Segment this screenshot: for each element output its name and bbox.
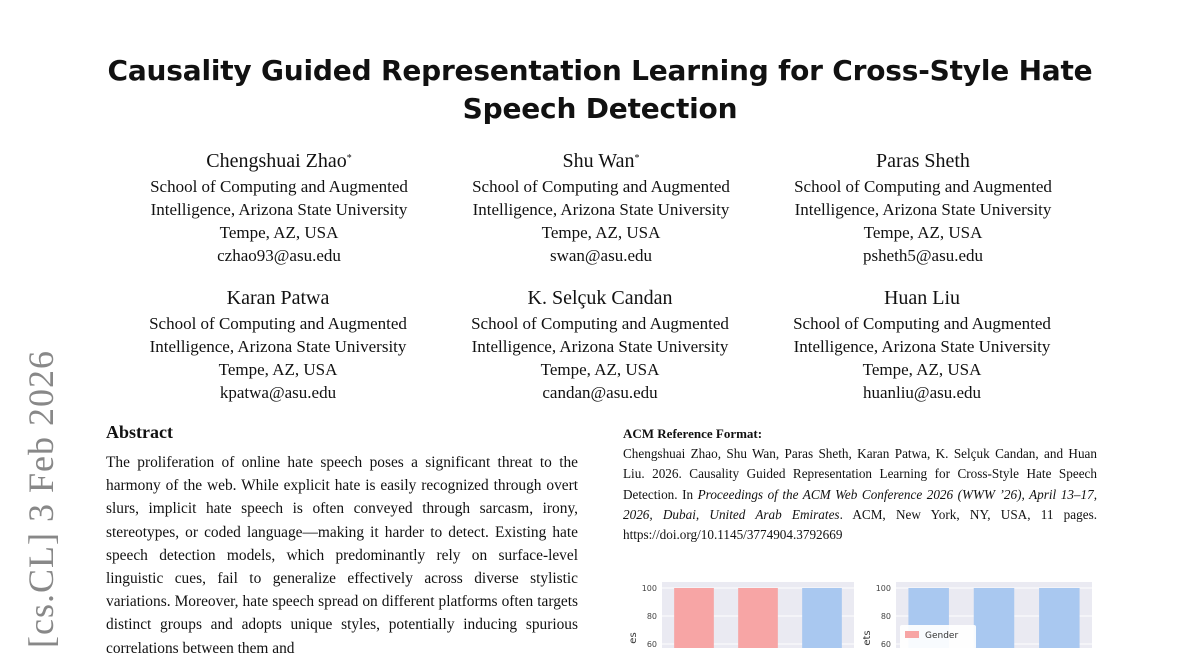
author-block bbox=[119, 148, 439, 267]
author-name: Chengshuai Zhao bbox=[206, 150, 347, 172]
author-name: Karan Patwa bbox=[226, 287, 330, 309]
y-tick-label: 100 bbox=[641, 584, 657, 593]
author-affiliation: School of Computing and Augmented bbox=[471, 314, 729, 333]
author-location: Tempe, AZ, USA bbox=[863, 223, 983, 242]
y-tick-label: 60 bbox=[646, 640, 657, 648]
acm-reference-publisher: . ACM, New York, NY, USA, 11 pages. https://doi.org/10.1145/3774904.3792669 bbox=[623, 506, 1097, 543]
author-affiliation: School of Computing and Augmented bbox=[149, 314, 407, 333]
y-axis-label: es bbox=[628, 632, 639, 644]
author-location: Tempe, AZ, USA bbox=[541, 223, 661, 242]
author-block bbox=[762, 285, 1082, 404]
acm-reference-authors: Chengshuai Zhao, Shu Wan, Paras Sheth, Karan Patwa, K. Selçuk Candan, and Huan Liu. 2026. Causality Guided Representation Learning for Cross-Style Hate Speech Detection. In bbox=[623, 446, 1097, 502]
author-block bbox=[441, 148, 761, 267]
author-name: Huan Liu bbox=[883, 287, 961, 309]
author-email: candan@asu.edu bbox=[542, 383, 658, 402]
author-affiliation: School of Computing and Augmented bbox=[472, 177, 730, 196]
abstract-text: The proliferation of online hate speech poses a significant threat to the harmony of the web. While explicit hate is easily recognized through overt slurs, implicit hate speech is often conveyed through sarcasm, irony, stereotypes, or coded language—making it harder to detect. Existing hate speech detection models, which predominantly rely on surface-level linguistic cues, fail to generalize effectively across diverse stylistic variations. Moreover, hate speech spread on different platforms often targets distinct groups and adopts unique styles, potentially inducing spurious correlations between them and bbox=[106, 454, 578, 657]
author-affiliation: Intelligence, Arizona State University bbox=[793, 337, 1051, 356]
author-affiliation: Intelligence, Arizona State University bbox=[150, 200, 408, 219]
author-email: huanliu@asu.edu bbox=[862, 383, 982, 402]
author-block bbox=[118, 285, 438, 404]
acm-reference-venue: Proceedings of the ACM Web Conference 2026 (WWW ’26), April 13–17, 2026, Dubai, United Arab Emirates bbox=[623, 486, 1098, 522]
bar-segment bbox=[802, 588, 842, 648]
arxiv-stamp: [cs.CL] 3 Feb 2026 bbox=[21, 350, 61, 648]
title-line-1: Causality Guided Representation Learning for Cross-Style Hate bbox=[107, 54, 1093, 87]
chart-left bbox=[628, 582, 854, 648]
author-email: psheth5@asu.edu bbox=[863, 246, 983, 265]
abstract-heading: Abstract bbox=[106, 422, 173, 442]
author-affiliation: Intelligence, Arizona State University bbox=[471, 337, 729, 356]
bar-segment bbox=[674, 588, 714, 648]
author-affiliation: School of Computing and Augmented bbox=[794, 177, 1052, 196]
legend-label: Gender bbox=[925, 631, 959, 641]
author-email: czhao93@asu.edu bbox=[217, 246, 341, 265]
author-location: Tempe, AZ, USA bbox=[218, 360, 338, 379]
acm-reference-text bbox=[623, 444, 1097, 545]
y-tick-label: 100 bbox=[875, 584, 891, 593]
author-name: Shu Wan bbox=[562, 150, 635, 172]
author-affiliation: School of Computing and Augmented bbox=[793, 314, 1051, 333]
author-location: Tempe, AZ, USA bbox=[219, 223, 339, 242]
y-tick-label: 60 bbox=[880, 640, 891, 648]
y-axis-label: ets bbox=[862, 630, 873, 646]
y-tick-label: 80 bbox=[646, 612, 657, 621]
title-line-2: Speech Detection bbox=[462, 92, 738, 125]
author-name: K. Selçuk Candan bbox=[527, 287, 673, 309]
author-location: Tempe, AZ, USA bbox=[540, 360, 660, 379]
chart-right bbox=[862, 582, 1092, 648]
legend-swatch bbox=[905, 631, 919, 638]
equal-contribution-mark: * bbox=[634, 153, 640, 164]
author-affiliation: Intelligence, Arizona State University bbox=[149, 337, 407, 356]
figure-charts bbox=[624, 578, 1100, 648]
paper-title bbox=[0, 52, 1200, 128]
author-affiliation: Intelligence, Arizona State University bbox=[794, 200, 1052, 219]
bar-segment bbox=[738, 588, 778, 648]
author-name: Paras Sheth bbox=[876, 150, 970, 172]
acm-reference-heading: ACM Reference Format: bbox=[623, 426, 763, 441]
author-block bbox=[440, 285, 760, 404]
author-email: kpatwa@asu.edu bbox=[219, 383, 337, 402]
equal-contribution-mark: * bbox=[346, 153, 352, 164]
author-affiliation: School of Computing and Augmented bbox=[150, 177, 408, 196]
author-location: Tempe, AZ, USA bbox=[862, 360, 982, 379]
author-block bbox=[763, 148, 1083, 267]
author-email: swan@asu.edu bbox=[549, 246, 653, 265]
y-tick-label: 80 bbox=[880, 612, 891, 621]
bar-segment bbox=[1039, 588, 1080, 648]
author-affiliation: Intelligence, Arizona State University bbox=[472, 200, 730, 219]
bar-segment bbox=[974, 588, 1015, 648]
